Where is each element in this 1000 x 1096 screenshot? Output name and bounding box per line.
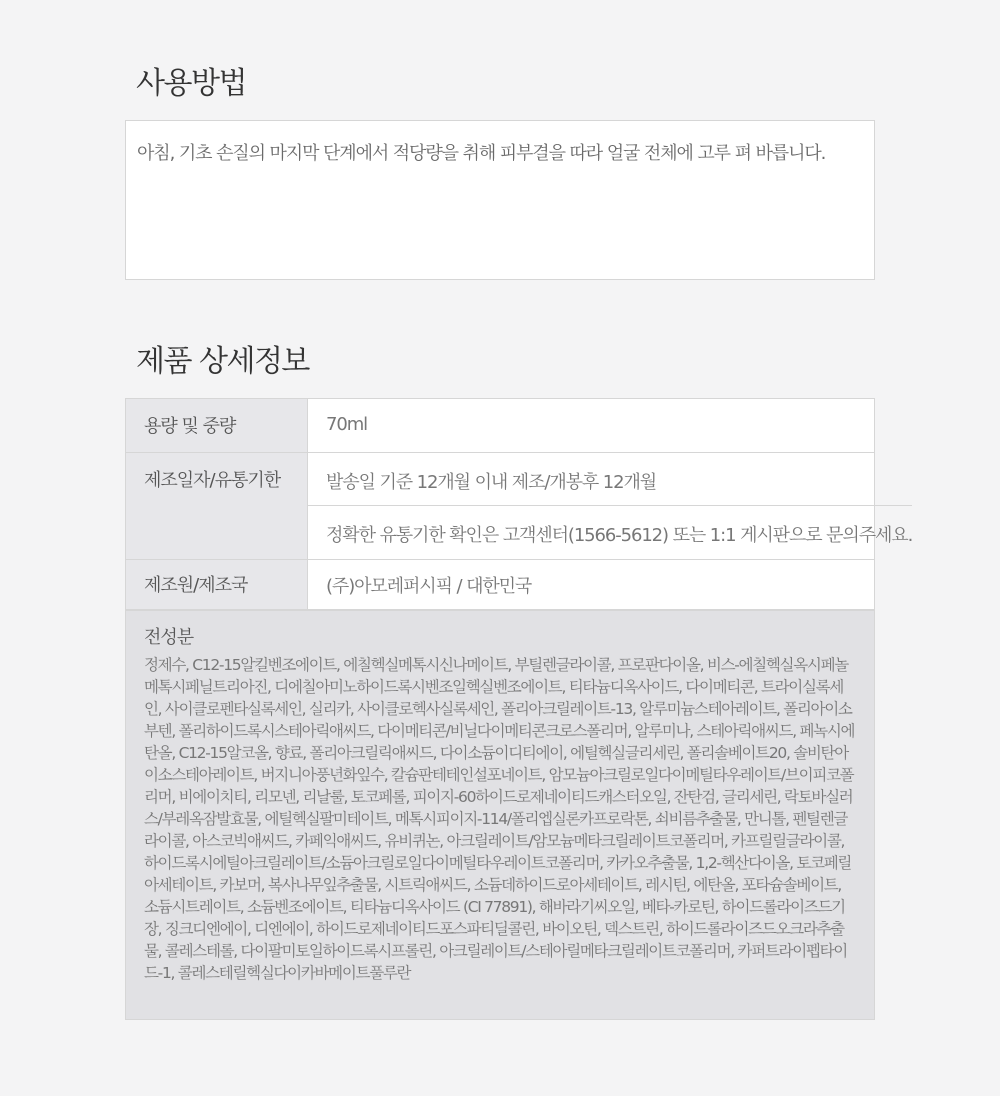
- row-value-expiry: 발송일 기준 12개월 이내 제조/개봉후 12개월: [308, 453, 912, 506]
- ingredients-block: [126, 610, 874, 1019]
- ingredients-text: 정제수, C12-15알킬벤조에이트, 에칠헥실메톡시신나메이트, 부틸렌글라이콜, 프로판다이올, 비스-에칠헥실옥시페놀메톡시페닐트리아진, 디에칠아미노하이드록시벤조일헥실벤조에이트, 티타늄디옥사이드, 다이메티콘, 트라이실록세인, 사이클로펜타실록세인, 실리카, 사이클로헥사실록세인, 폴리아크릴레이트-13, 알루미늄스테아레이트, 폴리아이소부텐, 폴리하이드록시스테아릭애씨드, 다이메티콘/비닐다이메티콘크로스폴리머, 알루미나, 스테아릭애씨드, 페녹시에탄올, C12-15알코올, 향료, 폴리아크릴릭애씨드, 다이소듐이디티에이, 에틸헥실글리세린, 폴리솔베이트20, 솔비탄아이소스테아레이트, 버지니아풍년화잎수, 칼슘판테테인설포네이트, 암모늄아크릴로일다이메틸타우레이트/브이피코폴리머, 비에이치티, 리모넨, 리날룰, 토코페롤, 피이지-60하이드로제네이티드캐스터오일, 잔탄검, 글리세린, 락토바실러스/부레옥잠발효물, 에틸헥실팔미테이트, 메톡시피이지-114/폴리엡실론카프로락톤, 쇠비름추출물, 만니톨, 펜틸렌글라이콜, 아스코빅애씨드, 카페익애씨드, 유비퀴논, 아크릴레이트/암모늄메타크릴레이트코폴리머, 카프릴릴글라이콜, 하이드록시에틸아크릴레이트/소듐아크릴로일다이메틸타우레이트코폴리머, 카카오추출물, 1,2-헥산다이올, 토코페릴아세테이트, 카보머, 복사나무잎추출물, 시트릭애씨드, 소듐데하이드로아세테이트, 레시틴, 에탄올, 포타슘솔베이트, 소듐시트레이트, 소듐벤조에이트, 티타늄디옥사이드 (CI 77891), 해바라기씨오일, 베타-카로틴, 하이드롤라이즈드기장, 징크디엔에이, 디엔에이, 하이드로제네이티드포스파티딜콜린, 바이오틴, 덱스트린, 하이드롤라이즈드오크라추출물, 콜레스테롤, 다이팔미토일하이드록시프롤린, 아크릴레이트/스테아릴메타크릴레이트코폴리머, 카퍼트라이펩타이드-1, 콜레스테릴헥실다이카바메이트풀루란: [144, 656, 855, 982]
- row-label-capacity: 용량 및 중량: [126, 399, 308, 452]
- usage-text: 아침, 기초 손질의 마지막 단계에서 적당량을 취해 피부결을 따라 얼굴 전체에 고루 펴 바릅니다.: [137, 143, 826, 164]
- usage-box: [125, 120, 875, 280]
- row-values: [308, 399, 874, 452]
- row-value-expiry-note: 정확한 유통기한 확인은 고객센터(1566-5612) 또는 1:1 게시판으로 문의주세요.: [326, 525, 913, 546]
- row-label-expiry: 제조일자/유통기한: [126, 453, 308, 559]
- usage-section-title: 사용방법: [136, 66, 246, 101]
- row-value-capacity: 70ml: [326, 414, 368, 435]
- table-row-capacity: [126, 399, 874, 453]
- table-row-manufacturer: [126, 560, 874, 610]
- detail-section-title: 제품 상세정보: [136, 344, 309, 379]
- row-values: [308, 560, 874, 609]
- row-values: [308, 453, 912, 559]
- row-value-manufacturer: (주)아모레퍼시픽 / 대한민국: [326, 576, 532, 597]
- ingredients-title: 전성분: [144, 627, 194, 648]
- table-row-expiry: [126, 453, 913, 560]
- row-label-manufacturer: 제조원/제조국: [126, 560, 308, 609]
- product-detail-table: [125, 398, 913, 1020]
